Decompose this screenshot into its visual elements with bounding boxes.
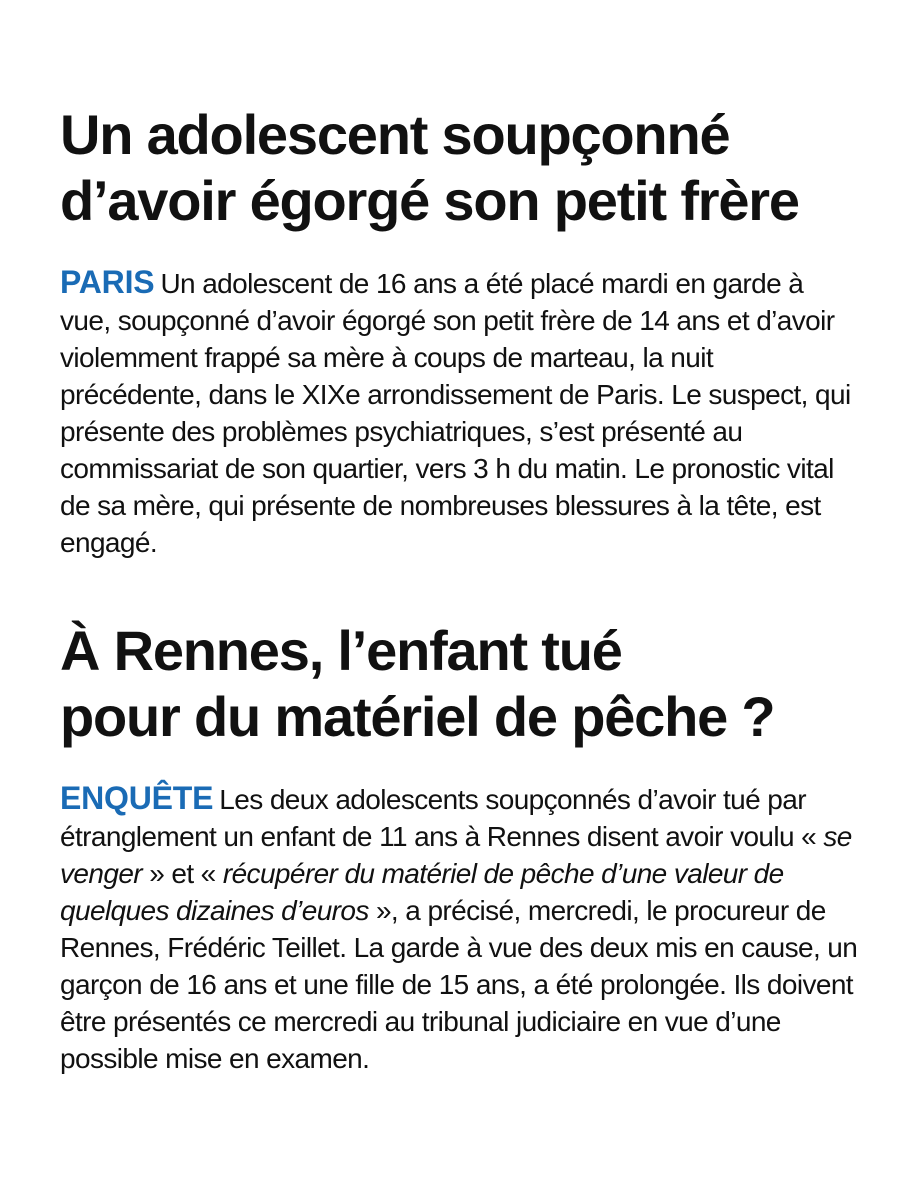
article-kicker: PARIS: [60, 264, 155, 300]
article-body: [60, 264, 860, 561]
article-body: [60, 780, 860, 1077]
article-headline: [60, 618, 860, 750]
article-kicker: ENQUÊTE: [60, 780, 214, 816]
article-rennes: [60, 618, 860, 1077]
article-quote-2: récupérer du matériel de pêche d’une valeur de quelques dizaines d’euros: [60, 858, 784, 926]
article-paris: [60, 102, 860, 561]
article-body-part-1: Les deux adolescents soupçonnés d’avoir tué par étranglement un enfant de 11 ans à Rennes disent avoir voulu «: [60, 784, 824, 852]
headline-line-2: pour du matériel de pêche ?: [60, 685, 775, 748]
article-headline: [60, 102, 860, 234]
article-quote-1: se venger: [60, 821, 852, 889]
headline-line-1: À Rennes, l’enfant tué: [60, 619, 622, 682]
article-body-part-3: », a précisé, mercredi, le procureur de Rennes, Frédéric Teillet. La garde à vue des deux mis en cause, un garçon de 16 ans et une fille de 15 ans, a été prolongée. Ils doivent être présentés ce mercredi au tribunal judiciaire en vue d’une possible mise en examen.: [60, 895, 858, 1074]
article-body-text: Un adolescent de 16 ans a été placé mardi en garde à vue, soupçonné d’avoir égorgé son petit frère de 14 ans et d’avoir violemment frappé sa mère à coups de marteau, la nuit précédente, dans le XIXe arrondissement de Paris. Le suspect, qui présente des problèmes psychiatriques, s’est présenté au commissariat de son quartier, vers 3 h du matin. Le pronostic vital de sa mère, qui présente de nombreuses blessures à la tête, est engagé.: [60, 268, 851, 558]
article-body-part-2: » et «: [142, 858, 223, 889]
headline-line-2: d’avoir égorgé son petit frère: [60, 169, 799, 232]
headline-line-1: Un adolescent soupçonné: [60, 103, 730, 166]
